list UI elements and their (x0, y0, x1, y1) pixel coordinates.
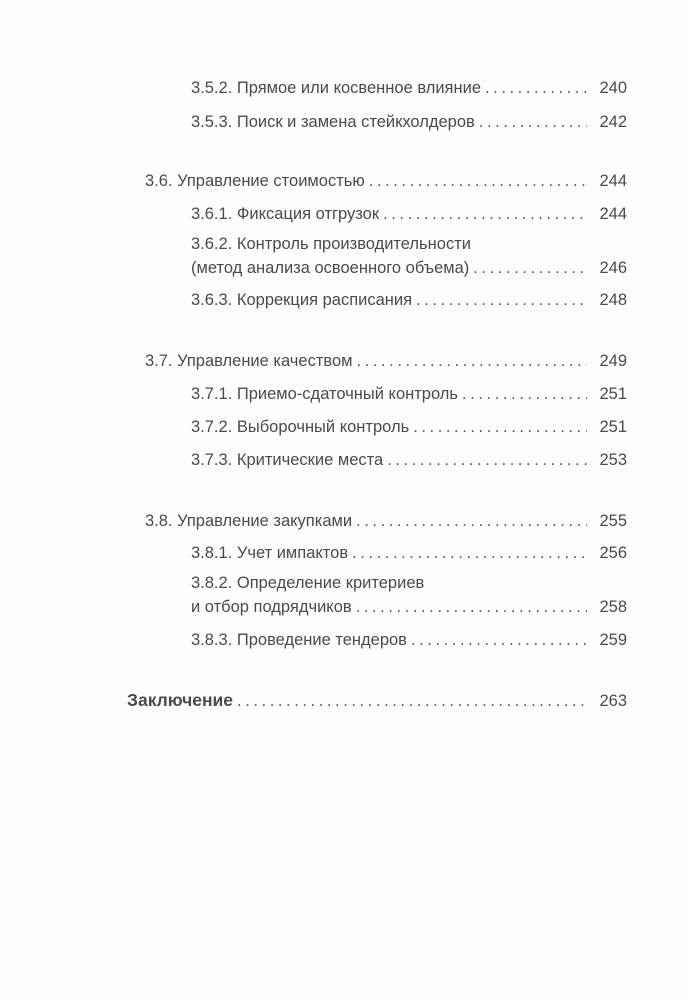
toc-entry-title: 3.7.2. Выборочный контроль (191, 418, 410, 436)
leader-dots (411, 628, 587, 652)
leader-dots (357, 349, 588, 373)
toc-entry-3-7-2[interactable] (191, 415, 627, 439)
toc-entry-3-6-1[interactable] (191, 202, 627, 226)
toc-entry-3-7[interactable] (145, 349, 627, 373)
toc-entry-3-5-2[interactable] (191, 76, 627, 100)
toc-entry-title: 3.8.1. Учет импактов (191, 544, 349, 562)
toc-entry-3-5-3[interactable] (191, 110, 627, 134)
toc-entry-conclusion[interactable] (127, 688, 627, 713)
leader-dots (485, 76, 587, 100)
leader-dots (369, 169, 587, 193)
toc-entry-title-line2: и отбор подрядчиков (191, 598, 352, 616)
toc-entry-title: 3.7. Управление качеством (145, 352, 353, 370)
toc-entry-title: 3.7.3. Критические места (191, 451, 384, 469)
leader-dots (479, 110, 587, 134)
toc-entry-title: 3.6. Управление стоимостью (145, 172, 365, 190)
toc-page-number: 244 (599, 172, 627, 190)
toc-entry-title: 3.8. Управление закупками (145, 512, 353, 530)
leader-dots (356, 509, 587, 533)
toc-page-number: 248 (599, 291, 627, 309)
leader-dots (462, 382, 587, 406)
toc-page-number: 244 (599, 205, 627, 223)
toc-entry-title-line1: 3.6.2. Контроль производительности (191, 235, 471, 253)
toc-page-number: 251 (599, 418, 627, 436)
leader-dots (356, 595, 587, 619)
toc-entry-title-line2: (метод анализа освоенного объема) (191, 259, 470, 277)
leader-dots (383, 202, 587, 226)
toc-page-number: 242 (599, 113, 627, 131)
toc-page-number: 251 (599, 385, 627, 403)
toc-entry-title: 3.5.3. Поиск и замена стейкхолдеров (191, 113, 475, 131)
toc-page-number: 249 (599, 352, 627, 370)
leader-dots (473, 256, 587, 280)
toc-page-number: 246 (599, 259, 627, 277)
toc-entry-title: 3.6.1. Фиксация отгрузок (191, 205, 380, 223)
toc-entry-3-8-3[interactable] (191, 628, 627, 652)
toc-entry-3-6[interactable] (145, 169, 627, 193)
leader-dots (413, 415, 587, 439)
toc-page-number: 253 (599, 451, 627, 469)
toc-entry-title: 3.8.3. Проведение тендеров (191, 631, 407, 649)
toc-entry-title: 3.5.2. Прямое или косвенное влияние (191, 79, 481, 97)
toc-entry-title: 3.7.1. Приемо-сдаточный контроль (191, 385, 459, 403)
leader-dots (352, 541, 587, 565)
toc-entry-title-line1: 3.8.2. Определение критериев (191, 574, 425, 592)
toc-entry-3-8[interactable] (145, 509, 627, 533)
toc-entry-title: Заключение (127, 690, 234, 710)
toc-page-number: 259 (599, 631, 627, 649)
toc-entry-3-8-1[interactable] (191, 541, 627, 565)
toc-entry-3-7-1[interactable] (191, 382, 627, 406)
toc-page-number: 258 (599, 598, 627, 616)
toc-page-number: 240 (599, 79, 627, 97)
toc-entry-3-7-3[interactable] (191, 448, 627, 472)
toc-entry-title: 3.6.3. Коррекция расписания (191, 291, 413, 309)
toc-page-number: 263 (599, 692, 627, 710)
toc-entry-3-6-3[interactable] (191, 288, 627, 312)
toc-page-number: 256 (599, 544, 627, 562)
leader-dots (237, 689, 587, 713)
toc-page-number: 255 (599, 512, 627, 530)
leader-dots (387, 448, 587, 472)
leader-dots (416, 288, 587, 312)
